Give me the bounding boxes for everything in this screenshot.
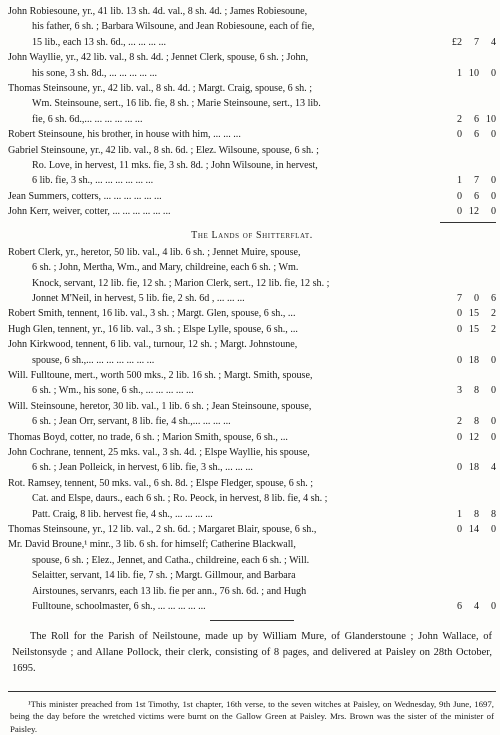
entry-text: Robert Clerk, yr., heretor, 50 lib. val., 4 lib. 6 sh. ; Jennet Muire, spouse,	[8, 246, 301, 258]
amount-pounds: 1	[456, 175, 462, 187]
amount-pounds: 1	[456, 508, 462, 520]
entry-text: John Wayllie, yr., 42 lib. val., 8 sh. 4d. ; Jennet Clerk, spouse, 6 sh. ; John,	[8, 52, 309, 64]
amount-pounds: 6	[456, 601, 462, 613]
amount-pence: 2	[490, 308, 496, 320]
amount-pence: 0	[490, 385, 496, 397]
amount-pounds: 0	[456, 190, 462, 202]
entry-line	[8, 35, 496, 50]
entry-line	[8, 414, 496, 429]
entry-text: Thomas Steinsoune, yr., 12 lib. val., 2 sh. 6d. ; Margaret Blair, spouse, 6 sh.,	[8, 524, 317, 535]
amount-pence: 0	[490, 67, 496, 79]
entry-amount	[440, 127, 496, 142]
entry-line	[8, 537, 496, 552]
entry-text: Will. Steinsoune, heretor, 30 lib. val., 1 lib. 6 sh. ; Jean Steinsoune, spouse,	[8, 400, 312, 412]
entry-line	[8, 127, 496, 142]
amount-pounds: 7	[456, 292, 462, 304]
amount-pounds: 0	[456, 524, 462, 535]
footnote-rule	[8, 691, 496, 692]
entry-text: Ro. Love, in hervest, 11 mks. fie, 3 sh. 8d. ; John Wilsoune, in hervest,	[32, 160, 318, 172]
amount-pence: 0	[490, 601, 496, 613]
entry-text: Jonnet M'Neil, in hervest, 5 lib. fie, 2 sh. 6d , ... ... ...	[32, 292, 245, 304]
entry-text: his sone, 3 sh. 8d., ... ... ... ... ...	[32, 67, 158, 79]
entry-text: 6 lib. fie, 3 sh., ... ... ... ... ... ...	[32, 175, 154, 187]
amount-shillings: 18	[468, 462, 479, 474]
entry-text: Robert Steinsoune, his brother, in house with him, ... ... ...	[8, 129, 241, 141]
amount-pounds: 2	[456, 113, 462, 125]
amount-shillings: 8	[473, 416, 479, 428]
entry-line	[8, 568, 496, 583]
entry-line	[8, 260, 496, 275]
entry-text: his father, 6 sh. ; Barbara Wilsoune, and Jean Robiesoune, each of fie,	[32, 21, 315, 33]
amount-shillings: 12	[468, 431, 479, 443]
entry-text: 15 lib., each 13 sh. 6d., ... ... ... ...	[32, 36, 167, 48]
entry-line	[8, 599, 496, 614]
amount-pounds: 0	[456, 323, 462, 335]
amount-shillings: 18	[468, 354, 479, 366]
entry-text: spouse, 6 sh. ; Elez., Jennet, and Catha., childreine, each 6 sh. ; Will.	[32, 554, 310, 566]
amount-shillings: 6	[473, 113, 479, 125]
amount-pounds: 2	[456, 416, 462, 428]
amount-pence: 0	[490, 206, 496, 218]
entry-line	[8, 291, 496, 306]
amount-shillings: 15	[468, 308, 479, 320]
entry-amount	[440, 599, 496, 614]
entry-text: Patt. Craig, 8 lib. hervest fie, 4 sh., ... ... ... ...	[32, 508, 213, 520]
entry-line	[8, 306, 496, 321]
amount-shillings: 4	[473, 601, 479, 613]
amount-pence: 0	[490, 431, 496, 443]
entry-amount	[440, 460, 496, 475]
entry-line	[8, 112, 496, 127]
entry-line	[8, 553, 496, 568]
amount-shillings: 8	[473, 508, 479, 520]
entry-text: fie, 6 sh. 6d.,... ... ... ... ... ...	[32, 113, 143, 125]
entry-text: Jean Summers, cotters, ... ... ... ... ... ...	[8, 190, 162, 202]
entry-amount	[440, 353, 496, 368]
entry-line	[8, 19, 496, 34]
amount-pounds: 1	[456, 67, 462, 79]
amount-shillings: 0	[473, 292, 479, 304]
entry-text: Wm. Steinsoune, sert., 16 lib. fie, 8 sh. ; Marie Steinsoune, sert., 13 lib.	[32, 98, 321, 110]
entry-text: Mr. David Broune,¹ minr., 3 lib. 6 sh. for himself; Catherine Blackwall,	[8, 539, 296, 551]
entry-line	[8, 507, 496, 522]
separator-rule	[210, 620, 294, 621]
entry-text: Gabriel Steinsoune, yr., 42 lib. val., 8 sh. 6d. ; Elez. Wilsoune, spouse, 6 sh. ;	[8, 144, 319, 156]
entry-text: 6 sh. ; John, Mertha, Wm., and Mary, childreine, each 6 sh. ; Wm.	[32, 262, 299, 274]
entry-amount	[440, 507, 496, 522]
amount-pounds: 0	[456, 431, 462, 443]
entries-top	[8, 4, 496, 220]
entry-line	[8, 337, 496, 352]
entry-line	[8, 584, 496, 599]
amount-shillings: 7	[473, 36, 479, 48]
entry-text: spouse, 6 sh.,... ... ... ... ... ... ...	[32, 354, 155, 366]
amount-pounds: 3	[456, 385, 462, 397]
entry-amount	[440, 66, 496, 81]
amount-shillings: 6	[473, 129, 479, 141]
entry-line	[8, 66, 496, 81]
amount-pounds: 0	[456, 206, 462, 218]
entry-line	[8, 143, 496, 158]
amount-pounds: 0	[456, 129, 462, 141]
entry-line	[8, 383, 496, 398]
amount-pence: 0	[490, 416, 496, 428]
amount-pence: 4	[490, 462, 496, 474]
entry-text: 6 sh. ; Jean Orr, servant, 8 lib. fie, 4 sh.,... ... ... ...	[32, 416, 231, 428]
document-page	[8, 4, 496, 735]
entry-amount	[440, 306, 496, 321]
entry-line	[8, 476, 496, 491]
entry-text: John Kirkwood, tennent, 6 lib. val., turnour, 12 sh. ; Margt. Johnstoune,	[8, 339, 298, 351]
entry-amount	[440, 522, 496, 537]
section-heading: The Lands of Shitterflat.	[191, 229, 313, 241]
amount-pence: 0	[490, 524, 496, 535]
entry-text: 6 sh. ; Jean Polleick, in hervest, 6 lib. fie, 3 sh., ... ... ...	[32, 462, 253, 474]
entry-text: Thomas Boyd, cotter, no trade, 6 sh. ; Marion Smith, spouse, 6 sh., ...	[8, 431, 288, 443]
entry-line	[8, 445, 496, 460]
amount-pence: 0	[490, 129, 496, 141]
entry-text: Will. Fulltoune, mert., worth 500 mks., 2 lib. 16 sh. ; Margt. Smith, spouse,	[8, 369, 313, 381]
entry-text: Selaitter, servant, 14 lib. fie, 7 sh. ; Margt. Gillmour, and Barbara	[32, 570, 296, 582]
amount-shillings: 8	[473, 385, 479, 397]
entry-text: John Robiesoune, yr., 41 lib. 13 sh. 4d. val., 8 sh. 4d. ; James Robiesoune,	[8, 6, 308, 17]
entry-line	[8, 50, 496, 65]
entry-text: 6 sh. ; Wm., his sone, 6 sh., ... ... ... ... ...	[32, 385, 194, 397]
amount-pounds: 0	[456, 308, 462, 320]
entry-line	[8, 158, 496, 173]
entry-line	[8, 245, 496, 260]
entry-line	[8, 276, 496, 291]
entry-text: Rot. Ramsey, tennent, 50 mks. val., 6 sh. 8d. ; Elspe Fledger, spouse, 6 sh. ;	[8, 477, 314, 489]
amount-pence: 8	[490, 508, 496, 520]
entry-line	[8, 81, 496, 96]
entry-text: Thomas Steinsoune, yr., 42 lib. val., 8 sh. 4d. ; Margt. Craig, spouse, 6 sh. ;	[8, 83, 313, 95]
amount-pence: 0	[490, 354, 496, 366]
entry-text: John Cochrane, tennent, 25 mks. val., 3 sh. 4d. ; Elspe Wayllie, his spouse,	[8, 446, 310, 458]
sum-rule	[440, 222, 496, 223]
entries-shitterflat	[8, 245, 496, 615]
entry-amount	[440, 414, 496, 429]
amount-pounds: £2	[451, 36, 462, 48]
entry-line	[8, 189, 496, 204]
entry-line	[8, 430, 496, 445]
entry-line	[8, 322, 496, 337]
amount-pounds: 0	[456, 354, 462, 366]
footnote: ¹This minister preached from 1st Timothy, 1st chapter, 16th verse, to the seven witches at Paisley, on Wednesday, 9th June, 1697, being the day before the wretched victims were burnt on the Gallow Green at Paisley. Mrs. Brown was the sister of the minister of Paisley.	[10, 698, 494, 734]
entry-amount	[440, 291, 496, 306]
entry-line	[8, 4, 496, 19]
entry-amount	[440, 173, 496, 188]
entry-amount	[440, 112, 496, 127]
entry-line	[8, 353, 496, 368]
closing-paragraph: The Roll for the Parish of Neilstoune, made up by William Mure, of Glanderstoune ; John Wallace, of Neilstonsyde ; and Allane Pollock, their clerk, consisting of 8 pages, and delivered at Paisley on 28th October, 1695.	[12, 631, 492, 675]
amount-pence: 4	[490, 36, 496, 48]
entry-amount	[440, 189, 496, 204]
entry-line	[8, 522, 496, 537]
amount-shillings: 6	[473, 190, 479, 202]
entry-text: Fulltoune, schoolmaster, 6 sh., ... ... ... ... ...	[32, 601, 206, 613]
entry-line	[8, 368, 496, 383]
entry-amount	[440, 35, 496, 50]
entry-amount	[440, 383, 496, 398]
amount-pounds: 0	[456, 462, 462, 474]
entry-line	[8, 96, 496, 111]
amount-shillings: 14	[468, 524, 479, 535]
amount-shillings: 7	[473, 175, 479, 187]
entry-line	[8, 399, 496, 414]
entry-amount	[440, 204, 496, 219]
entry-text: Airstounes, servanrs, each 13 lib. fie per ann., 76 sh. 6d. ; and Hugh	[32, 585, 307, 597]
amount-shillings: 15	[468, 323, 479, 335]
entry-line	[8, 173, 496, 188]
amount-shillings: 12	[468, 206, 479, 218]
entry-line	[8, 491, 496, 506]
amount-pence: 10	[485, 113, 496, 125]
entry-text: Hugh Glen, tennent, yr., 16 lib. val., 3 sh. ; Elspe Lylle, spouse, 6 sh., ...	[8, 323, 298, 335]
entry-text: Knock, servant, 12 lib. fie, 12 sh. ; Marion Clerk, sert., 12 lib. fie, 12 sh. ;	[32, 277, 330, 289]
entry-amount	[440, 430, 496, 445]
entry-amount	[440, 322, 496, 337]
amount-shillings: 10	[468, 67, 479, 79]
entry-text: John Kerr, weiver, cotter, ... ... ... ... ... ...	[8, 206, 171, 218]
amount-pence: 0	[490, 175, 496, 187]
amount-pence: 2	[490, 323, 496, 335]
entry-text: Robert Smith, tennent, 16 lib. val., 3 sh. ; Margt. Glen, spouse, 6 sh., ...	[8, 308, 296, 320]
entry-line	[8, 204, 496, 219]
entry-line	[8, 460, 496, 475]
amount-pence: 6	[490, 292, 496, 304]
entry-text: Cat. and Elspe, daurs., each 6 sh. ; Ro. Peock, in hervest, 8 lib. fie, 4 sh. ;	[32, 493, 328, 505]
amount-pence: 0	[490, 190, 496, 202]
